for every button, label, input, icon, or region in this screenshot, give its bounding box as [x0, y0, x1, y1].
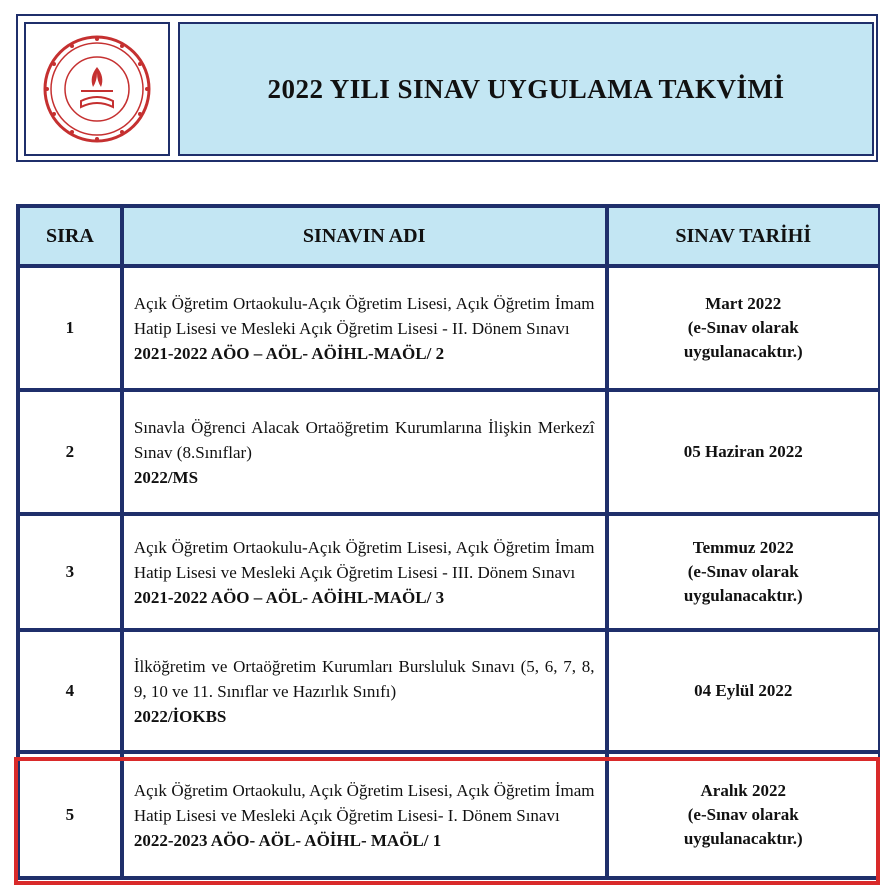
row-number: 5: [18, 752, 122, 878]
table-row-highlighted: [18, 752, 880, 878]
exam-code: 2021-2022 AÖO – AÖL- AÖİHL-MAÖL/ 2: [133, 343, 445, 363]
exam-date-note: (e-Sınav olarak: [687, 562, 799, 581]
table-row: [18, 514, 880, 630]
column-header-sira: SIRA: [18, 206, 122, 266]
exam-date: 04 Eylül 2022: [694, 681, 793, 700]
exam-date-note: uygulanacaktır.): [683, 829, 803, 848]
page-header: [16, 14, 878, 162]
row-number: 4: [18, 630, 122, 752]
table-row: [18, 266, 880, 390]
exam-date-cell: [607, 266, 880, 390]
exam-date-cell: [607, 630, 880, 752]
exam-date-cell: [607, 514, 880, 630]
exam-description: Açık Öğretim Ortaokulu-Açık Öğretim Lisesi, Açık Öğretim İmam Hatip Lisesi ve Mesleki Açık Öğretim Lisesi - III. Dönem Sınavı: [133, 537, 595, 582]
page-title: 2022 YILI SINAV UYGULAMA TAKVİMİ: [267, 73, 785, 104]
exam-date-cell: [607, 752, 880, 878]
exam-date: Aralık 2022: [700, 781, 786, 800]
exam-date-note: uygulanacaktır.): [683, 342, 803, 361]
exam-date: Mart 2022: [705, 294, 782, 313]
exam-date-cell: [607, 390, 880, 514]
column-header-sinavin-adi: SINAVIN ADI: [122, 206, 607, 266]
title-box: [178, 22, 874, 156]
exam-date-note: uygulanacaktır.): [683, 586, 803, 605]
exam-code: 2021-2022 AÖO – AÖL- AÖİHL-MAÖL/ 3: [133, 587, 445, 607]
exam-description: Açık Öğretim Ortaokulu, Açık Öğretim Lisesi, Açık Öğretim İmam Hatip Lisesi ve Mesleki Açık Öğretim Lisesi- I. Dönem Sınavı: [133, 780, 595, 825]
exam-name-cell: [122, 266, 607, 390]
table-row: [18, 390, 880, 514]
table-header-row: [18, 206, 880, 266]
exam-description: Açık Öğretim Ortaokulu-Açık Öğretim Lisesi, Açık Öğretim İmam Hatip Lisesi ve Mesleki Açık Öğretim Lisesi - II. Dönem Sınavı: [133, 293, 595, 338]
exam-date: 05 Haziran 2022: [683, 442, 803, 461]
exam-code: 2022/MS: [133, 467, 199, 487]
row-number: 3: [18, 514, 122, 630]
exam-schedule-table-wrap: [16, 204, 880, 885]
exam-name-cell: [122, 752, 607, 878]
exam-name-cell: [122, 630, 607, 752]
exam-code: 2022-2023 AÖO- AÖL- AÖİHL- MAÖL/ 1: [133, 830, 442, 850]
exam-schedule-table: [16, 204, 880, 880]
column-header-sinav-tarihi: SINAV TARİHİ: [607, 206, 880, 266]
exam-name-cell: [122, 514, 607, 630]
exam-date: Temmuz 2022: [692, 538, 794, 557]
exam-description: İlköğretim ve Ortaöğretim Kurumları Bursluluk Sınavı (5, 6, 7, 8, 9, 10 ve 11. Sınıflar ve Hazırlık Sınıfı): [133, 656, 595, 701]
exam-code: 2022/İOKBS: [133, 706, 227, 726]
logo-box: [24, 22, 170, 156]
table-row: [18, 630, 880, 752]
row-number: 2: [18, 390, 122, 514]
meb-seal-icon: [37, 29, 157, 149]
exam-description: Sınavla Öğrenci Alacak Ortaöğretim Kurumlarına İlişkin Merkezî Sınav (8.Sınıflar): [133, 417, 595, 462]
exam-date-note: (e-Sınav olarak: [687, 805, 799, 824]
row-number: 1: [18, 266, 122, 390]
exam-name-cell: [122, 390, 607, 514]
exam-date-note: (e-Sınav olarak: [687, 318, 799, 337]
